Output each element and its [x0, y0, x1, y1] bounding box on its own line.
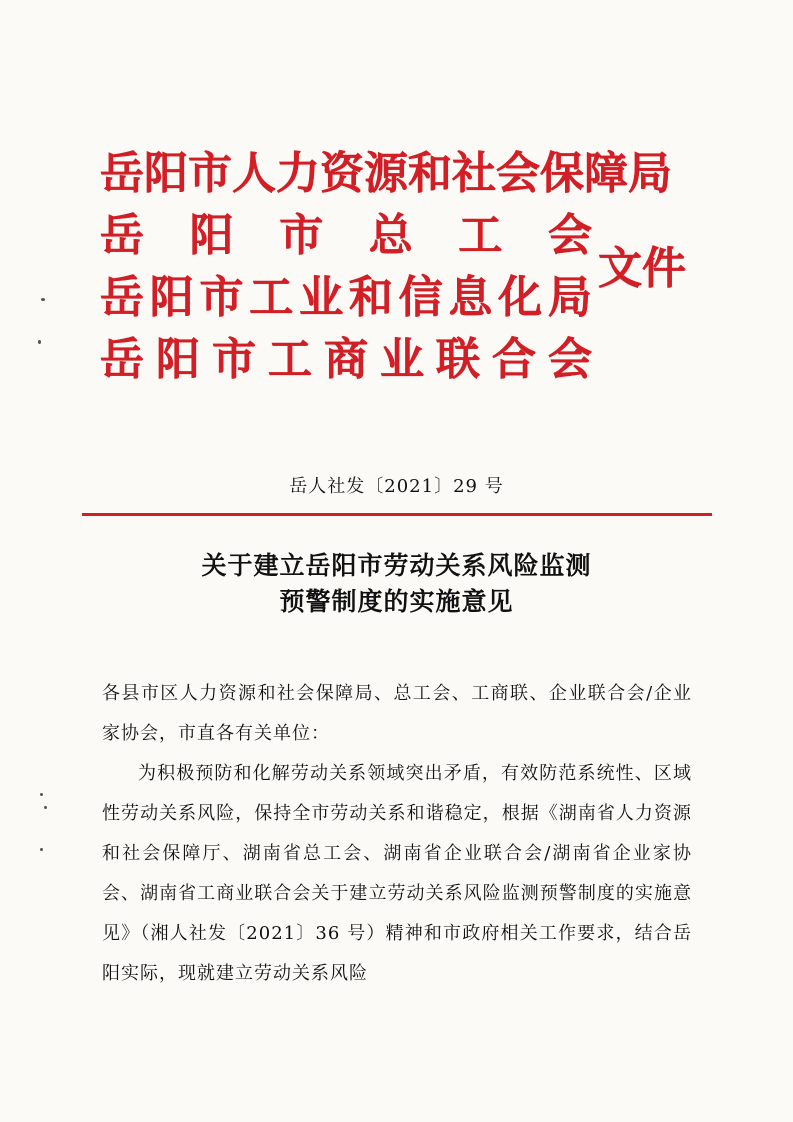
issuer-character: 力 [276, 148, 320, 199]
issuer-character: 资 [320, 148, 364, 199]
issuer-character: 市 [212, 334, 256, 385]
issuer-character: 岳 [100, 272, 144, 323]
issuer-character: 阳 [189, 210, 234, 261]
issuer-character: 工 [458, 210, 503, 261]
issuer-character: 阳 [156, 334, 200, 385]
issuer-character: 局 [628, 148, 672, 199]
red-separator-line [82, 513, 712, 516]
issuer-character: 岳 [100, 148, 144, 199]
issuer-character: 总 [368, 210, 413, 261]
issuer-character: 市 [199, 272, 244, 323]
scan-speck [40, 793, 43, 796]
issuer-character: 商 [324, 334, 368, 385]
body-paragraph: 为积极预防和化解劳动关系领域突出矛盾，有效防范系统性、区域性劳动关系风险，保持全市劳动关系和谐稳定，根据《湖南省人力资源和社会保障厅、湖南省总工会、湖南省企业联合会/湖南省企业家协会、湖南省工商业联合会关于建立劳动关系风险监测预警制度的实施意见》（湘人社发〔2021〕36 号）精神和市政府相关工作要求，结合岳阳实际，现就建立劳动关系风险 [102, 763, 692, 984]
issuer-line-3 [100, 267, 592, 329]
issuer-character: 保 [540, 148, 584, 199]
issuer-line-4 [100, 329, 592, 391]
document-title [0, 548, 793, 620]
issuer-character: 化 [498, 272, 543, 323]
issuer-character: 工 [268, 334, 312, 385]
issuer-character: 障 [584, 148, 628, 199]
issuer-character: 会 [548, 334, 592, 385]
issuer-character: 联 [436, 334, 480, 385]
issuer-character: 阳 [149, 272, 194, 323]
issuer-character: 会 [496, 148, 540, 199]
issuer-character: 业 [380, 334, 424, 385]
document-type-label: 文件 [598, 243, 686, 294]
issuer-line-2 [100, 205, 592, 267]
issuer-character: 市 [188, 148, 232, 199]
issuer-character: 和 [348, 272, 393, 323]
issuer-character: 人 [232, 148, 276, 199]
issuer-character: 岳 [100, 210, 144, 261]
scan-speck [41, 298, 45, 301]
issuer-character: 业 [299, 272, 344, 323]
issuer-character: 社 [452, 148, 496, 199]
issuer-character: 和 [408, 148, 452, 199]
issuer-character: 源 [364, 148, 408, 199]
scan-speck [40, 848, 43, 851]
document-number: 岳人社发〔2021〕29 号 [289, 476, 504, 497]
issuer-character: 信 [398, 272, 443, 323]
issuer-character: 会 [547, 210, 592, 261]
issuer-character: 工 [249, 272, 294, 323]
title-line-2: 预警制度的实施意见 [279, 587, 514, 616]
title-line-1: 关于建立岳阳市劳动关系风险监测 [201, 551, 592, 580]
issuer-character: 岳 [100, 334, 144, 385]
issuer-character: 合 [492, 334, 536, 385]
issuer-character: 阳 [144, 148, 188, 199]
document-body [102, 674, 692, 994]
scan-speck [38, 340, 41, 344]
issuer-character: 局 [547, 272, 592, 323]
issuer-character: 息 [448, 272, 493, 323]
issuer-character: 市 [279, 210, 324, 261]
issuer-line-1 [100, 143, 672, 205]
recipients: 各县市区人力资源和社会保障局、总工会、工商联、企业联合会/企业家协会，市直各有关单位： [102, 683, 692, 744]
scan-speck [44, 806, 47, 809]
